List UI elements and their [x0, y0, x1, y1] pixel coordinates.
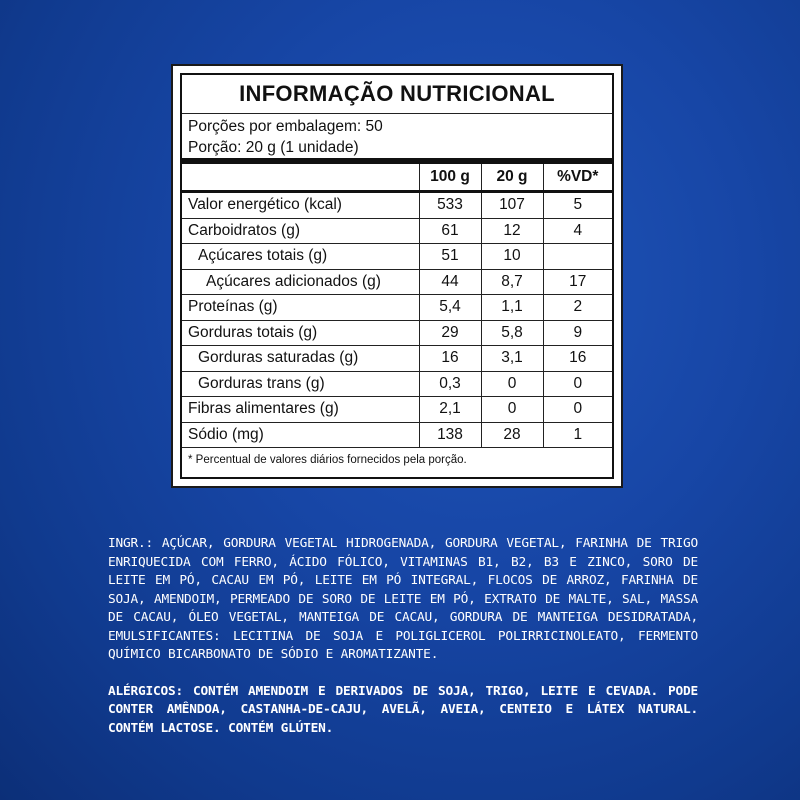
value-daily: 1 — [543, 422, 612, 448]
value-per-100g: 29 — [419, 320, 481, 346]
value-daily: 9 — [543, 320, 612, 346]
nutrient-name: Gorduras totais (g) — [182, 320, 419, 346]
value-per-20g: 8,7 — [481, 269, 543, 295]
ingredients-block — [108, 535, 698, 738]
allergens-statement: ALÉRGICOS: CONTÉM AMENDOIM E DERIVADOS DE SOJA, TRIGO, LEITE E CEVADA. PODE CONTER AMÊNDOA, CASTANHA-DE-CAJU, AVELÃ, AVEIA, CENTEIO E LÁTEX NATURAL. CONTÉM LACTOSE. CONTÉM GLÚTEN. — [108, 683, 698, 736]
nutrient-name: Carboidratos (g) — [182, 218, 419, 244]
value-per-20g: 107 — [481, 192, 543, 219]
table-row — [182, 192, 612, 219]
value-per-100g: 0,3 — [419, 371, 481, 397]
value-per-100g: 51 — [419, 244, 481, 270]
table-row — [182, 244, 612, 270]
value-per-20g: 1,1 — [481, 295, 543, 321]
header-daily-value: %VD* — [543, 164, 612, 192]
nutrition-panel-frame — [171, 64, 623, 488]
table-row — [182, 371, 612, 397]
table-row — [182, 397, 612, 423]
value-daily: 4 — [543, 218, 612, 244]
nutrition-table — [182, 164, 612, 448]
servings-per-package: Porções por embalagem: 50 — [188, 118, 383, 135]
value-per-100g: 61 — [419, 218, 481, 244]
nutrient-name: Açúcares adicionados (g) — [182, 269, 419, 295]
value-daily: 16 — [543, 346, 612, 372]
nutrient-name: Fibras alimentares (g) — [182, 397, 419, 423]
nutrient-name: Valor energético (kcal) — [182, 192, 419, 219]
value-daily: 5 — [543, 192, 612, 219]
daily-value-footnote: * Percentual de valores diários fornecidos pela porção. — [188, 454, 467, 466]
nutrient-name: Gorduras trans (g) — [182, 371, 419, 397]
value-per-100g: 138 — [419, 422, 481, 448]
value-daily — [543, 244, 612, 270]
value-per-20g: 0 — [481, 397, 543, 423]
value-per-100g: 5,4 — [419, 295, 481, 321]
value-per-20g: 5,8 — [481, 320, 543, 346]
serving-info — [182, 114, 612, 164]
table-row — [182, 422, 612, 448]
table-row — [182, 269, 612, 295]
value-per-100g: 2,1 — [419, 397, 481, 423]
value-per-20g: 10 — [481, 244, 543, 270]
table-row — [182, 218, 612, 244]
value-per-20g: 28 — [481, 422, 543, 448]
nutrient-name: Sódio (mg) — [182, 422, 419, 448]
table-row — [182, 295, 612, 321]
value-daily: 2 — [543, 295, 612, 321]
nutrition-title: INFORMAÇÃO NUTRICIONAL — [182, 75, 612, 114]
nutrient-name: Açúcares totais (g) — [182, 244, 419, 270]
value-per-100g: 533 — [419, 192, 481, 219]
value-per-20g: 3,1 — [481, 346, 543, 372]
value-per-20g: 0 — [481, 371, 543, 397]
header-per-20g: 20 g — [481, 164, 543, 192]
table-header-row — [182, 164, 612, 192]
ingredients-list: INGR.: AÇÚCAR, GORDURA VEGETAL HIDROGENADA, GORDURA VEGETAL, FARINHA DE TRIGO ENRIQUECIDA COM FERRO, ÁCIDO FÓLICO, VITAMINAS B1, B2, B3 E ZINCO, SORO DE LEITE EM PÓ, CACAU EM PÓ, LEITE EM PÓ INTEGRAL, FLOCOS DE ARROZ, FARINHA DE SOJA, AMENDOIM, PERMEADO DE SORO DE LEITE EM PÓ, EXTRATO DE MALTE, SAL, MASSA DE CACAU, ÓLEO VEGETAL, MANTEIGA DE CACAU, GORDURA DE MANTEIGA DESIDRATADA, EMULSIFICANTES: LECITINA DE SOJA E POLIGLICEROL POLIRRICINOLEATO, FERMENTO QUÍMICO BICARBONATO DE SÓDIO E AROMATIZANTE. — [108, 536, 698, 662]
value-daily: 0 — [543, 397, 612, 423]
serving-size: Porção: 20 g (1 unidade) — [188, 139, 359, 156]
table-row — [182, 346, 612, 372]
value-per-100g: 16 — [419, 346, 481, 372]
header-per-100g: 100 g — [419, 164, 481, 192]
table-row — [182, 320, 612, 346]
header-nutrient — [182, 164, 419, 192]
nutrient-name: Proteínas (g) — [182, 295, 419, 321]
nutrition-panel — [180, 73, 614, 479]
value-daily: 0 — [543, 371, 612, 397]
value-per-100g: 44 — [419, 269, 481, 295]
nutrient-name: Gorduras saturadas (g) — [182, 346, 419, 372]
value-daily: 17 — [543, 269, 612, 295]
value-per-20g: 12 — [481, 218, 543, 244]
